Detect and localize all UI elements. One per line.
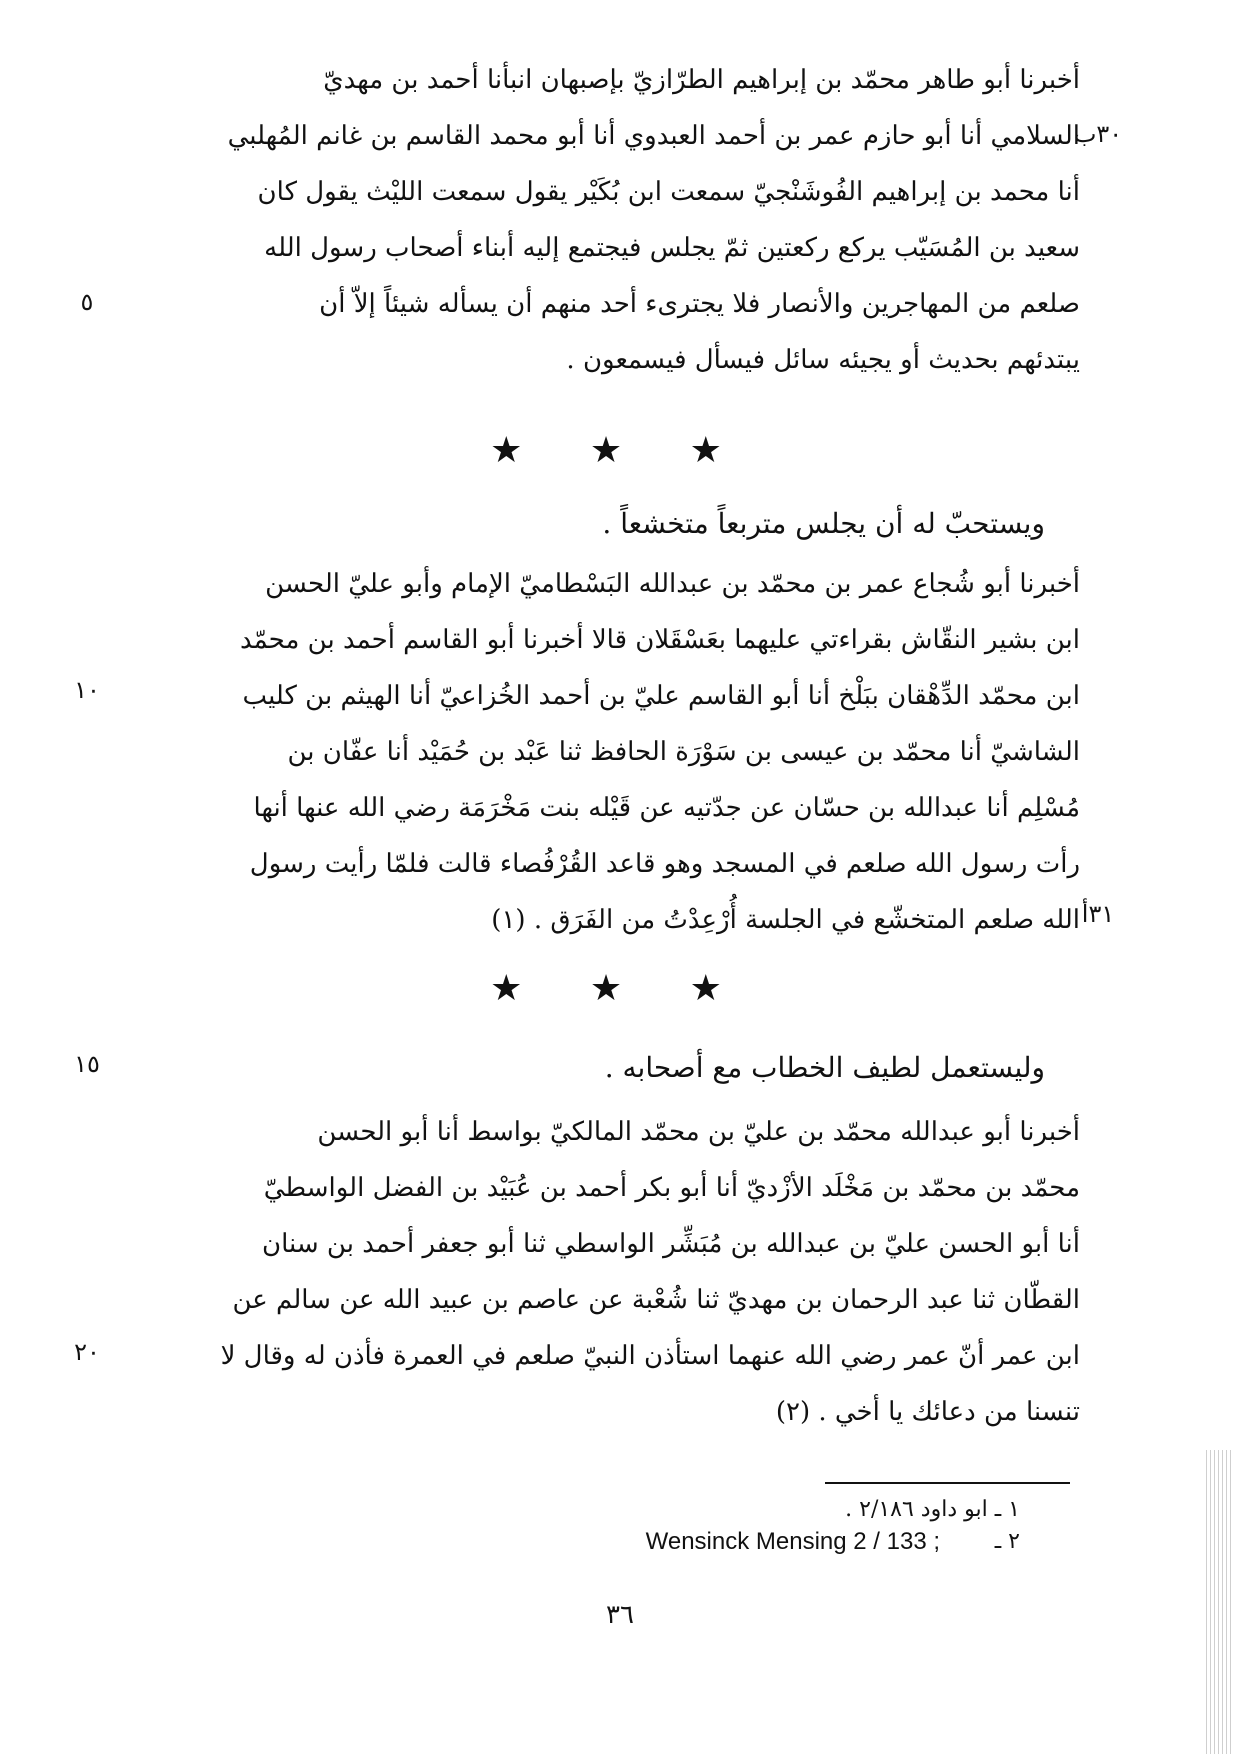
page-number: ٣٦ <box>606 1600 634 1630</box>
text-line: رأت رسول الله صلعم في المسجد وهو قاعد القُرْفُصاء قالت فلمّا رأيت رسول <box>249 849 1080 879</box>
text-line: سعيد بن المُسَيّب يركع ركعتين ثمّ يجلس فيجتمع إليه أبناء أصحاب رسول الله <box>264 233 1080 263</box>
section-heading-2: ويستحبّ له أن يجلس متربعاً متخشعاً . <box>602 507 1045 540</box>
text-line: صلعم من المهاجرين والأنصار فلا يجترىء أحد منهم أن يسأله شيئاً إلاّ أن <box>319 289 1080 319</box>
footnote-rule <box>825 1482 1070 1484</box>
text-line: أنا أبو الحسن عليّ بن عبدالله بن مُبَشِّر الواسطي ثنا أبو جعفر أحمد بن سنان <box>262 1229 1080 1259</box>
footnote-2-text: Wensinck Mensing 2 / 133 ; <box>645 1528 940 1555</box>
text-line: ابن عمر أنّ عمر رضي الله عنهما استأذن النبيّ صلعم في العمرة فأذن له وقال لا <box>220 1341 1080 1371</box>
text-line: ابن بشير النقّاش بقراءتي عليهما بعَسْقَلان قالا أخبرنا أبو القاسم أحمد بن محمّد <box>240 625 1080 655</box>
text-line: تنسنا من دعائك يا أخي . (٢) <box>775 1397 1080 1427</box>
footnote-1-text: ١ ـ ابو داود ٢/١٨٦ . <box>845 1497 1020 1522</box>
footnote-2-marker: ٢ ـ <box>994 1529 1020 1554</box>
star-separator-2: ★ ★ ★ <box>490 968 750 1009</box>
footnote-2 <box>520 1527 1020 1559</box>
text-line: السلامي أنا أبو حازم عمر بن أحمد العبدوي أنا أبو محمد القاسم بن غانم المُهلبي <box>227 121 1080 151</box>
text-line: يبتدئهم بحديث أو يجيئه سائل فيسأل فيسمعون . <box>566 345 1080 375</box>
text-line: أخبرنا أبو طاهر محمّد بن إبراهيم الطرّازيّ بإصبهان انبأنا أحمد بن مهديّ <box>323 65 1080 95</box>
text-line: أنا محمد بن إبراهيم الفُوشَنْجيّ سمعت ابن بُكَيْر يقول سمعت الليْث يقول كان <box>257 177 1080 207</box>
folio-marker-30b: ٣٠ب <box>1073 120 1123 148</box>
line-number-15: ١٥ <box>74 1050 100 1078</box>
line-number-20: ٢٠ <box>74 1338 100 1366</box>
folio-marker-31a: ٣١أ <box>1081 900 1115 928</box>
paragraph-1 <box>200 52 1080 388</box>
section-heading-3: وليستعمل لطيف الخطاب مع أصحابه . <box>604 1051 1045 1084</box>
star-separator-1: ★ ★ ★ <box>490 430 750 471</box>
text-line: مُسْلِم أنا عبدالله بن حسّان عن جدّتيه عن قَيْله بنت مَخْرَمَة رضي الله عنها أنها <box>253 793 1080 823</box>
text-line: محمّد بن محمّد بن مَخْلَد الأزْديّ أنا أبو بكر أحمد بن عُبَيْد بن الفضل الواسطيّ <box>263 1173 1080 1203</box>
footnote-1 <box>520 1495 1020 1527</box>
text-line: الشاشيّ أنا محمّد بن عيسى بن سَوْرَة الحافظ ثنا عَبْد بن حُمَيْد أنا عفّان بن <box>287 737 1080 767</box>
text-line: أخبرنا أبو شُجاع عمر بن محمّد بن عبدالله البَسْطاميّ الإمام وأبو عليّ الحسن <box>265 569 1080 599</box>
text-line: القطّان ثنا عبد الرحمان بن مهديّ ثنا شُعْبة عن عاصم بن عبيد الله عن سالم عن <box>232 1285 1080 1315</box>
scan-edge-decoration <box>1206 1450 1232 1754</box>
text-line: أخبرنا أبو عبدالله محمّد بن عليّ بن محمّد المالكيّ بواسط أنا أبو الحسن <box>317 1117 1080 1147</box>
line-number-5: ٥ <box>80 288 94 316</box>
text-line: ابن محمّد الدِّهْقان ببَلْخ أنا أبو القاسم عليّ بن أحمد الخُزاعيّ أنا الهيثم بن كليب <box>242 681 1080 711</box>
text-line: الله صلعم المتخشّع في الجلسة أُرْعِدْتُ من الفَرَق . (١) <box>491 905 1080 935</box>
line-number-10: ١٠ <box>74 676 100 704</box>
paragraph-2 <box>200 556 1080 948</box>
paragraph-3 <box>200 1104 1080 1440</box>
footnotes <box>520 1495 1020 1559</box>
